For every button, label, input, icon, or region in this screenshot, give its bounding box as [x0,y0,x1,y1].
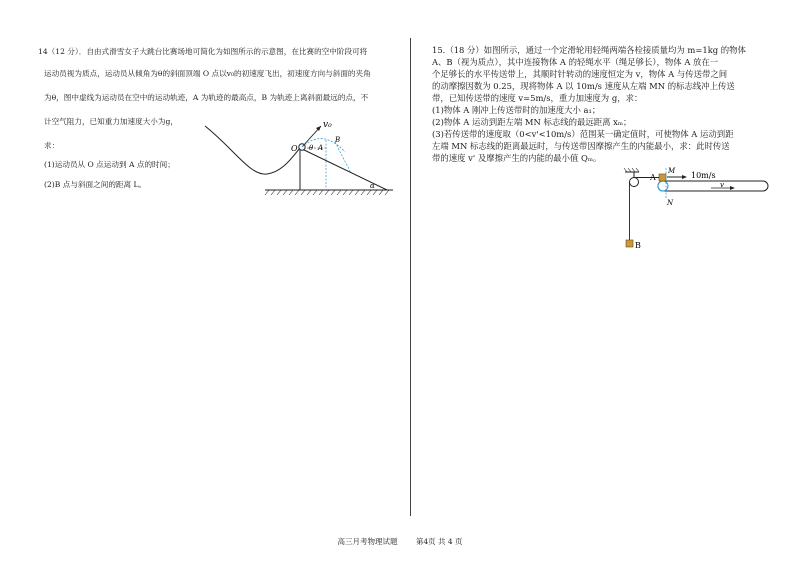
q14-question-1: (1)运动员从 O 点运动到 A 点的时间； [44,160,175,169]
q15-line-1: 15.（18 分）如图所示，通过一个定滑轮用轻绳两端各栓接质量均为 m=1kg 的物体 [432,45,746,55]
label-A: A [650,173,656,182]
initial-velocity-arrowhead [682,175,687,179]
column-divider [410,38,411,516]
q15-line-4: 的动摩擦因数为 0.25，现将物体 A 以 10m/s 速度从左端 MN 的标志线冲上传送 [432,81,735,91]
ground-hatch [265,190,389,195]
q15-question-2: (2)物体 A 运动到距左端 MN 标志线的最远距离 xₘ； [432,117,632,127]
footer-title: 高三月考物理试题 [337,537,398,546]
q14-line-5: 求： [44,141,60,150]
footer-page-number: 第4页 共 4 页 [415,537,463,546]
label-O: O [291,144,298,153]
q15-line-2: A、B（视为质点），其中连接物体 A 的轻绳水平（绳足够长），物体 A 放在一 [432,57,719,67]
pulley [630,178,639,187]
label-speed: 10m/s [691,171,716,180]
q14-line-3: 为θ，图中虚线为运动员在空中的运动轨迹，A 为轨迹的最高点，B 为轨迹上离斜面最远的点，不 [44,93,369,102]
q14-line-1: 14（12 分）．自由式滑雪女子大跳台比赛场地可简化为如图所示的示意图，在比赛的空中阶段可将 [38,47,368,56]
label-A: A [318,144,324,152]
q14-question-2: (2)B 点与斜面之间的距离 L。 [44,180,147,189]
left-roller [658,181,668,191]
ceiling-hatch [624,168,639,172]
q15-line-5: 带，已知传送带的速度 v=5m/s，重力加速度为 g，求： [432,93,643,103]
q14-line-4: 计空气阻力，已知重力加速度大小为g， [44,117,178,126]
q15-line-3: 个足够长的水平传送带上，其顺时针转动的速度恒定为 v，物体 A 与传送带之间 [432,69,728,79]
page-footer [0,536,800,547]
conveyor-belt [658,181,768,191]
label-alpha: α [370,182,375,190]
q15-question-1: (1)物体 A 刚冲上传送带时的加速度大小 a₁； [432,105,601,115]
q15-line-9: 左端 MN 标志线的距离最远时，与传送带因摩擦产生的内能最小，求：此时传送 [432,141,730,151]
q15-line-10: 带的速度 v' 及摩擦产生的内能的最小值 Qₘ。 [432,153,602,163]
label-B: B [335,136,341,144]
ski-jump-diagram [205,118,395,203]
conveyor-diagram [625,168,770,258]
label-M: M [668,167,676,175]
label-B: B [635,241,641,250]
label-v: v [720,181,724,189]
q14-line-2: 运动员视为质点，运动员从倾角为θ的斜面顶端 O 点以v₀的初速度飞出，初速度方向与斜面的夹角 [44,69,371,78]
label-v0: v₀ [323,120,332,130]
ramp-curve [205,126,300,174]
question-15 [420,0,800,565]
label-N: N [667,199,674,207]
block-b [626,240,633,247]
q15-question-3: (3)若传送带的速度取（0<v'<10m/s）范围某一确定值时，可使物体 A 运动到距 [432,129,734,139]
block-a [659,174,666,181]
label-theta: θ [309,144,314,152]
